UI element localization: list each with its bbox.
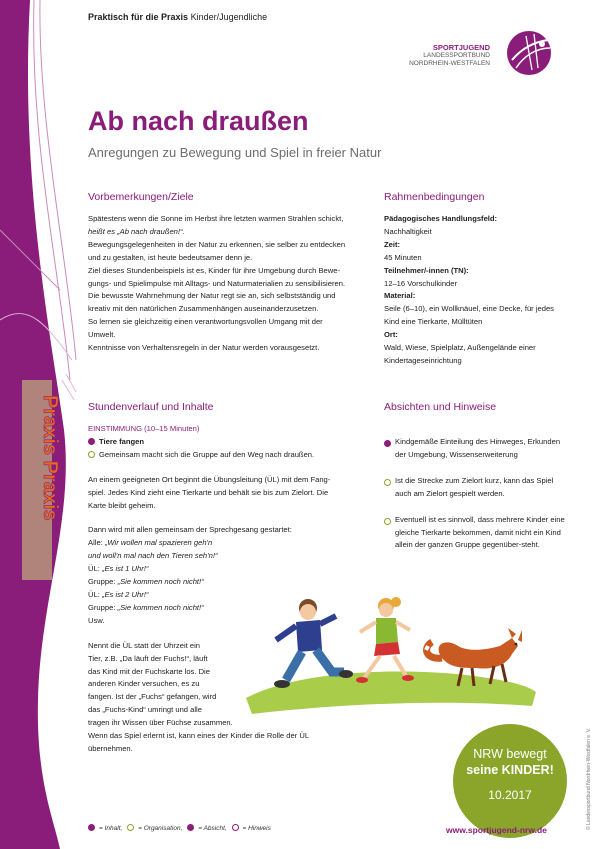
vorbemerkungen-heading: Vorbemerkungen/Ziele [88, 191, 194, 203]
absichten-list [384, 436, 570, 552]
badge-line2: seine KINDER! [466, 763, 554, 777]
rahmen-heading: Rahmenbedingungen [384, 191, 485, 203]
stundenverlauf-heading: Stundenverlauf und Inhalte [88, 401, 214, 413]
inhalt-bullet-icon [88, 438, 95, 445]
absicht-legend-icon [187, 824, 194, 831]
praxis-vertical-word: Praxis Praxis [39, 395, 61, 521]
para2-intro: Dann wird mit allen gemeinsam der Sprechgesang gestartet: [88, 525, 292, 535]
chant-line: Alle: „Wir wollen mal spazieren geh'n [88, 538, 213, 548]
chant-line: ÜL: „Es ist 2 Uhr!“ [88, 589, 149, 599]
organisation-legend-icon [127, 824, 134, 831]
inhalt-legend-icon [88, 824, 95, 831]
absicht-item: Kindgemäße Einteilung des Hinweges, Erkunden der Umgebung, Wissenserweiterung [384, 436, 570, 462]
chant-line: Gruppe: „Sie kommen noch nicht!“ [88, 577, 204, 587]
vorbemerkungen-text [88, 213, 373, 355]
rahmen-label: Pädagogisches Handlungsfeld: [384, 214, 498, 223]
left-decorative-bar [0, 0, 78, 849]
legend [88, 824, 271, 832]
para3-line: Tier, z.B. „Da läuft der Fuchs!“, läuft [88, 653, 208, 663]
logo-text [409, 44, 490, 68]
legend-org: = Organisation, [138, 825, 183, 832]
running-boy-icon [274, 599, 353, 688]
badge-line1: NRW bewegt [473, 747, 547, 761]
organisation-bullet-icon [88, 451, 95, 458]
logo-line1: LANDESSPORTBUND [423, 52, 490, 59]
chant-line: und woll'n mal nach den Tieren seh'n!“ [88, 551, 218, 561]
para3-line: das Kind mit der Fuchskarte los. Die [88, 666, 210, 676]
org-row [88, 449, 373, 462]
para3-line: fangen. Ist der „Fuchs“ gefangen, wird [88, 692, 217, 702]
para3-line: Wenn das Spiel erlernt ist, kann eines der Kinder die Rolle der ÜL [88, 731, 310, 741]
copyright-note: © Landessportbund Nordrhein-Westfalen e. V. [586, 727, 592, 830]
vorbemerkung-line: Die bewusste Wahrnehmung der Natur regt sie an, sich selbstständig und [88, 291, 336, 301]
absicht-bullet-icon [384, 440, 391, 447]
vorbemerkung-line: Bewegungsgelegenheiten in der Natur zu erkennen, sie selber zu entdecken [88, 239, 346, 249]
page-subtitle: Anregungen zu Bewegung und Spiel in freier Natur [88, 145, 382, 160]
para3-line: anderen Kinder versuchen, es zu [88, 679, 200, 689]
rahmen-value: Nachhaltigkeit [384, 226, 432, 236]
rahmen-label: Material: [384, 291, 416, 301]
para3-line: übernehmen. [88, 743, 133, 753]
running-girl-icon [356, 597, 414, 683]
legend-inhalt: = Inhalt, [99, 825, 123, 832]
rahmen-label: Zeit: [384, 239, 401, 249]
para3-line: tragen ihr Wissen über Füchse zusammen. [88, 718, 233, 728]
rahmen-value: Wald, Wiese, Spielplatz, Außengelände einer Kindertageseinrichtung [384, 343, 536, 365]
chant-line: ÜL: „Es ist 1 Uhr!“ [88, 564, 149, 574]
hinweis-legend-icon [232, 824, 239, 831]
rahmen-value: 12–16 Vorschulkinder [384, 278, 458, 288]
rahmen-value: 45 Minuten [384, 252, 422, 262]
para3-line: das „Fuchs-Kind“ umringt und alle [88, 705, 202, 715]
logo-brand: SPORTJUGEND [432, 43, 490, 52]
hinweis-item: Ist die Strecke zum Zielort kurz, kann das Spiel auch am Zielort gespielt werden. [384, 475, 570, 501]
organisation-bullet-icon [384, 518, 391, 525]
page-header [88, 12, 267, 22]
vorbemerkung-line: So lernen sie gleichzeitig einen verantwortungsvollen Umgang mit der [88, 317, 323, 327]
rahmen-list [384, 213, 570, 368]
einstimmung-label: EINSTIMMUNG (10–15 Minuten) [88, 424, 200, 433]
page-title: Ab nach draußen [88, 106, 309, 136]
header-prefix: Praktisch für die Praxis [88, 12, 189, 22]
vorbemerkung-line: gungs- und Spielimpulse mit Alltags- und Naturmaterialien zu sensibilisieren. [88, 278, 346, 288]
rahmen-label: Teilnehmer/-innen (TN): [384, 265, 469, 275]
rahmen-value: Seile (6–10), ein Wollknäuel, eine Decke, für jedes Kind eine Tierkarte, Mülltüten [384, 304, 554, 327]
chant-usw: Usw. [88, 615, 105, 625]
logo-line2: NORDRHEIN-WESTFALEN [409, 60, 490, 67]
hinweis-item: Eventuell ist es sinnvoll, dass mehrere Kinder eine gleiche Tierkarte bekommen, damit nicht ein Kind allein der ganzen Gruppe gegenüber-steht. [384, 514, 570, 553]
para1-line: Karte bleibt geheim. [88, 500, 156, 510]
vorbemerkung-line: heißt es „Ab nach draußen!“. [88, 226, 185, 236]
para3-line: Nennt die ÜL statt der Uhrzeit ein [88, 640, 200, 650]
absichten-heading: Absichten und Hinweise [384, 401, 497, 413]
para1-line: An einem geeigneten Ort beginnt die Übungsleitung (ÜL) mit dem Fang- [88, 474, 331, 484]
rahmen-label: Ort: [384, 330, 398, 340]
vorbemerkung-line: kreativ mit den natürlichen Zusammenhängen auseinanderzusetzen. [88, 304, 319, 314]
children-chasing-fox-illustration [236, 588, 542, 718]
vorbemerkung-line: Ziel dieses Stundenbeispiels ist es, Kinder für ihre Umgebung durch Bewe- [88, 265, 340, 275]
vorbemerkung-line: Spätestens wenn die Sonne im Herbst ihre letzten warmen Strahlen schickt, [88, 214, 344, 223]
vorbemerkung-line: Kenntnisse von Verhaltensregeln in der Natur werden vorausgesetzt. [88, 343, 320, 353]
vorbemerkung-line: und zu gestalten, ist heute bedeutsamer denn je. [88, 252, 253, 262]
org-text: Gemeinsam macht sich die Gruppe auf den Weg nach draußen. [99, 449, 315, 459]
vorbemerkung-line: Umwelt. [88, 330, 116, 340]
footer-url-link[interactable]: www.sportjugend-nrw.de [446, 825, 547, 835]
legend-hinweis: = Hinweis [242, 825, 271, 832]
nrw-bewegt-badge [453, 724, 567, 838]
header-category: Kinder/Jugendliche [190, 12, 268, 22]
para1-line: spiel. Jedes Kind zieht eine Tierkarte und behält sie bis zum Zielort. Die [88, 487, 329, 497]
badge-date: 10.2017 [488, 788, 532, 802]
sportjugend-logo-icon [506, 30, 552, 76]
organisation-bullet-icon [384, 479, 391, 486]
game-title-row [88, 436, 373, 449]
game-title: Tiere fangen [99, 436, 145, 446]
chant-line: Gruppe: „Sie kommen noch nicht!“ [88, 602, 204, 612]
legend-absicht: = Absicht, [198, 825, 227, 832]
